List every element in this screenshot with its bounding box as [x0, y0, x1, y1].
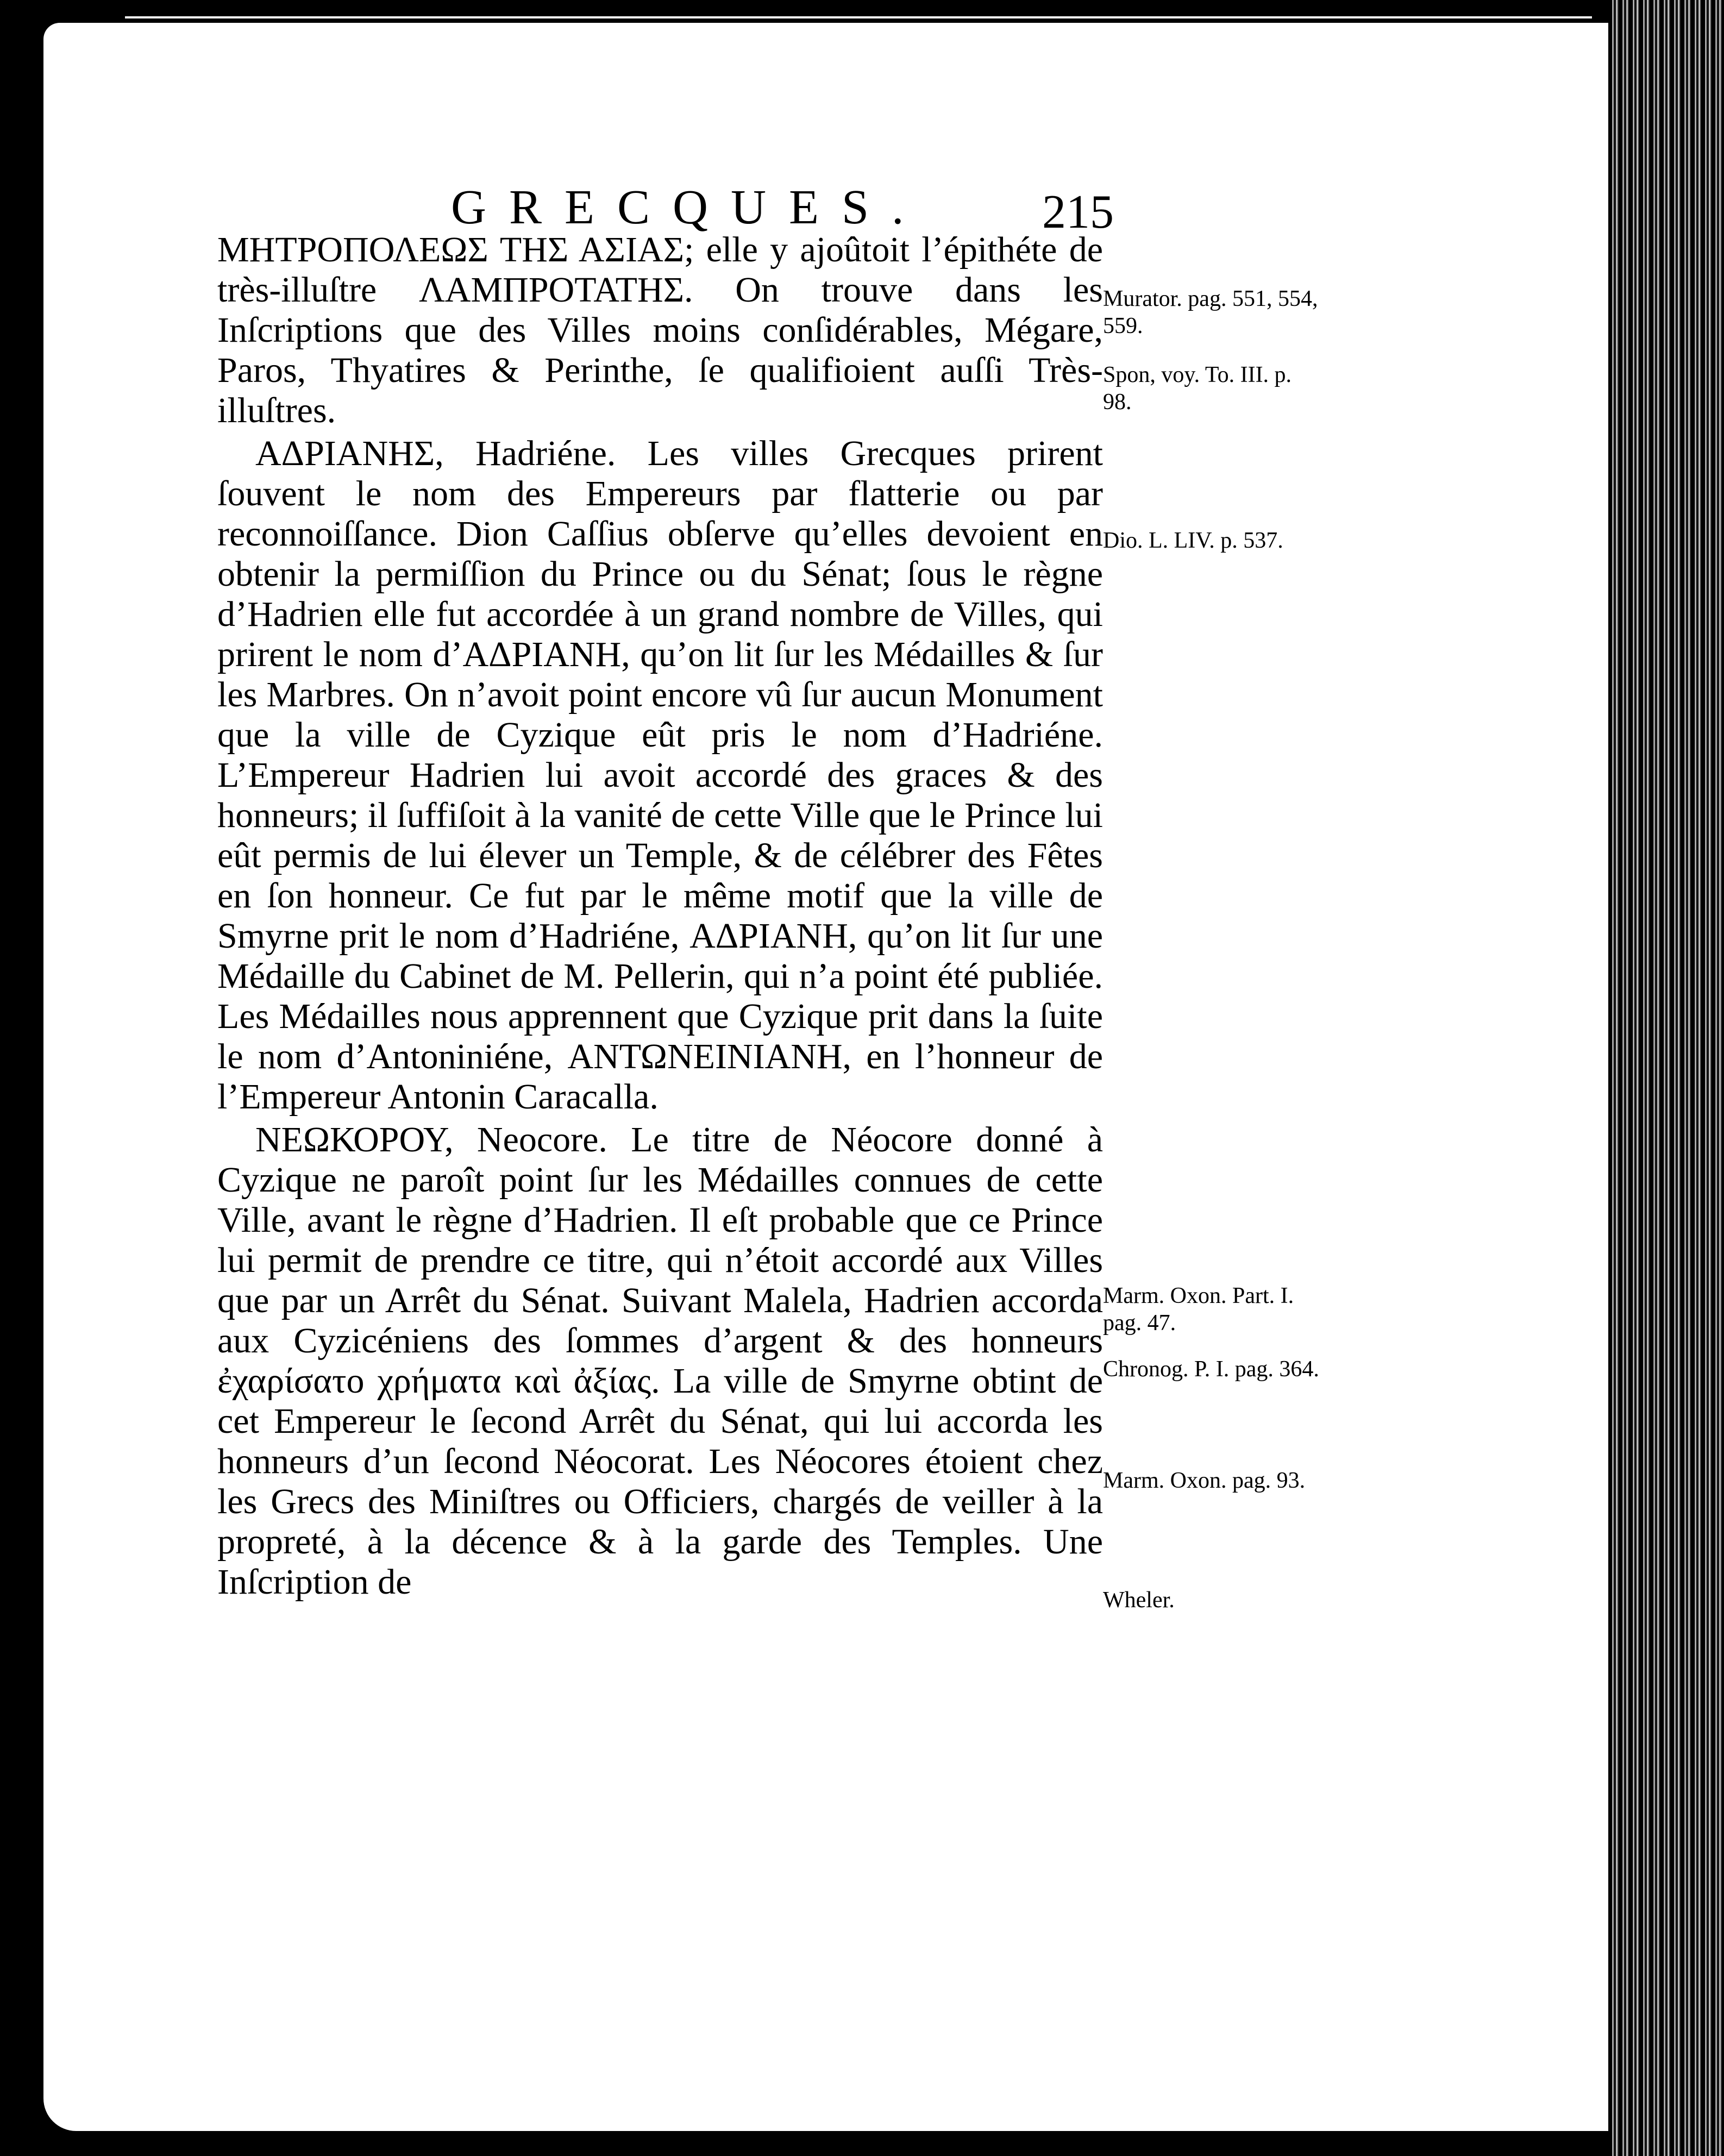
- main-text: [217, 230, 1103, 1605]
- paragraph-3: ΝΕΩΚΟΡΟΥ, Neocore. Le titre de Néocore donné à Cyzique ne paroît point ſur les Médailles connues de cette Ville, avant le règne d’Hadrien. Il eſt probable que ce Prince lui permit de prendre ce titre, qui n’étoit accordé aux Villes que par un Arrêt du Sénat. Suivant Malela, Hadrien accorda aux Cyzicéniens des ſommes d’argent & des honneurs ἐχαρίσατο χρήματα καὶ ἀξίας. La ville de Smyrne obtint de cet Empereur le ſecond Arrêt du Sénat, qui lui accorda les honneurs d’un ſecond Néocorat. Les Néocores étoient chez les Grecs des Miniſtres ou Officiers, chargés de veiller à la propreté, à la décence & à la garde des Temples. Une Inſcription de: [217, 1120, 1103, 1602]
- page-number: 215: [1042, 186, 1114, 239]
- margin-note-wheler: Wheler.: [1103, 1588, 1175, 1613]
- margin-note-marm-oxon-2: Marm. Oxon. pag. 93.: [1103, 1468, 1306, 1493]
- page-edge-gutter: [1608, 0, 1724, 2156]
- margin-note-chronog: Chronog. P. I. pag. 364.: [1103, 1357, 1319, 1382]
- running-title: GRECQUES.: [451, 180, 927, 234]
- margin-note-dio: Dio. L. LIV. p. 537.: [1103, 528, 1283, 553]
- margin-note-spon: Spon, voy. To. III. p. 98.: [1103, 362, 1292, 415]
- top-edge-line: [125, 16, 1592, 18]
- paragraph-1: ΜΗΤΡΟΠΟΛΕΩΣ ΤΗΣ ΑΣΙΑΣ; elle y ajoûtoit l’épithéte de très-illuſtre ΛΑΜΠΡΟΤΑΤΗΣ. On trouve dans les Inſcriptions que des Villes moins conſidérables, Mégare, Paros, Thyatires & Perinthe, ſe qualifioient auſſi Très-illuſtres.: [217, 230, 1103, 430]
- margin-note-murator: Murator. pag. 551, 554, 559.: [1103, 286, 1318, 339]
- paragraph-2: ΑΔΡΙΑΝΗΣ, Hadriéne. Les villes Grecques prirent ſouvent le nom des Empereurs par flatterie ou par reconnoiſſance. Dion Caſſius obſerve qu’elles devoient en obtenir la permiſſion du Prince ou du Sénat; ſous le règne d’Hadrien elle fut accordée à un grand nombre de Villes, qui prirent le nom d’ΑΔΡΙΑΝΗ, qu’on lit ſur les Médailles & ſur les Marbres. On n’avoit point encore vû ſur aucun Monument que la ville de Cyzique eût pris le nom d’Hadriéne. L’Empereur Hadrien lui avoit accordé des graces & des honneurs; il ſuffiſoit à la vanité de cette Ville que le Prince lui eût permis de lui élever un Temple, & de célébrer des Fêtes en ſon honneur. Ce fut par le même motif que la ville de Smyrne prit le nom d’Hadriéne, ΑΔΡΙΑΝΗ, qu’on lit ſur une Médaille du Cabinet de M. Pellerin, qui n’a point été publiée. Les Médailles nous apprennent que Cyzique prit dans la ſuite le nom d’Antoniniéne, ΑΝΤΩΝΕΙΝΙΑΝΗ, en l’honneur de l’Empereur Antonin Caracalla.: [217, 434, 1103, 1117]
- margin-note-marm-oxon-1: Marm. Oxon. Part. I. pag. 47.: [1103, 1283, 1294, 1336]
